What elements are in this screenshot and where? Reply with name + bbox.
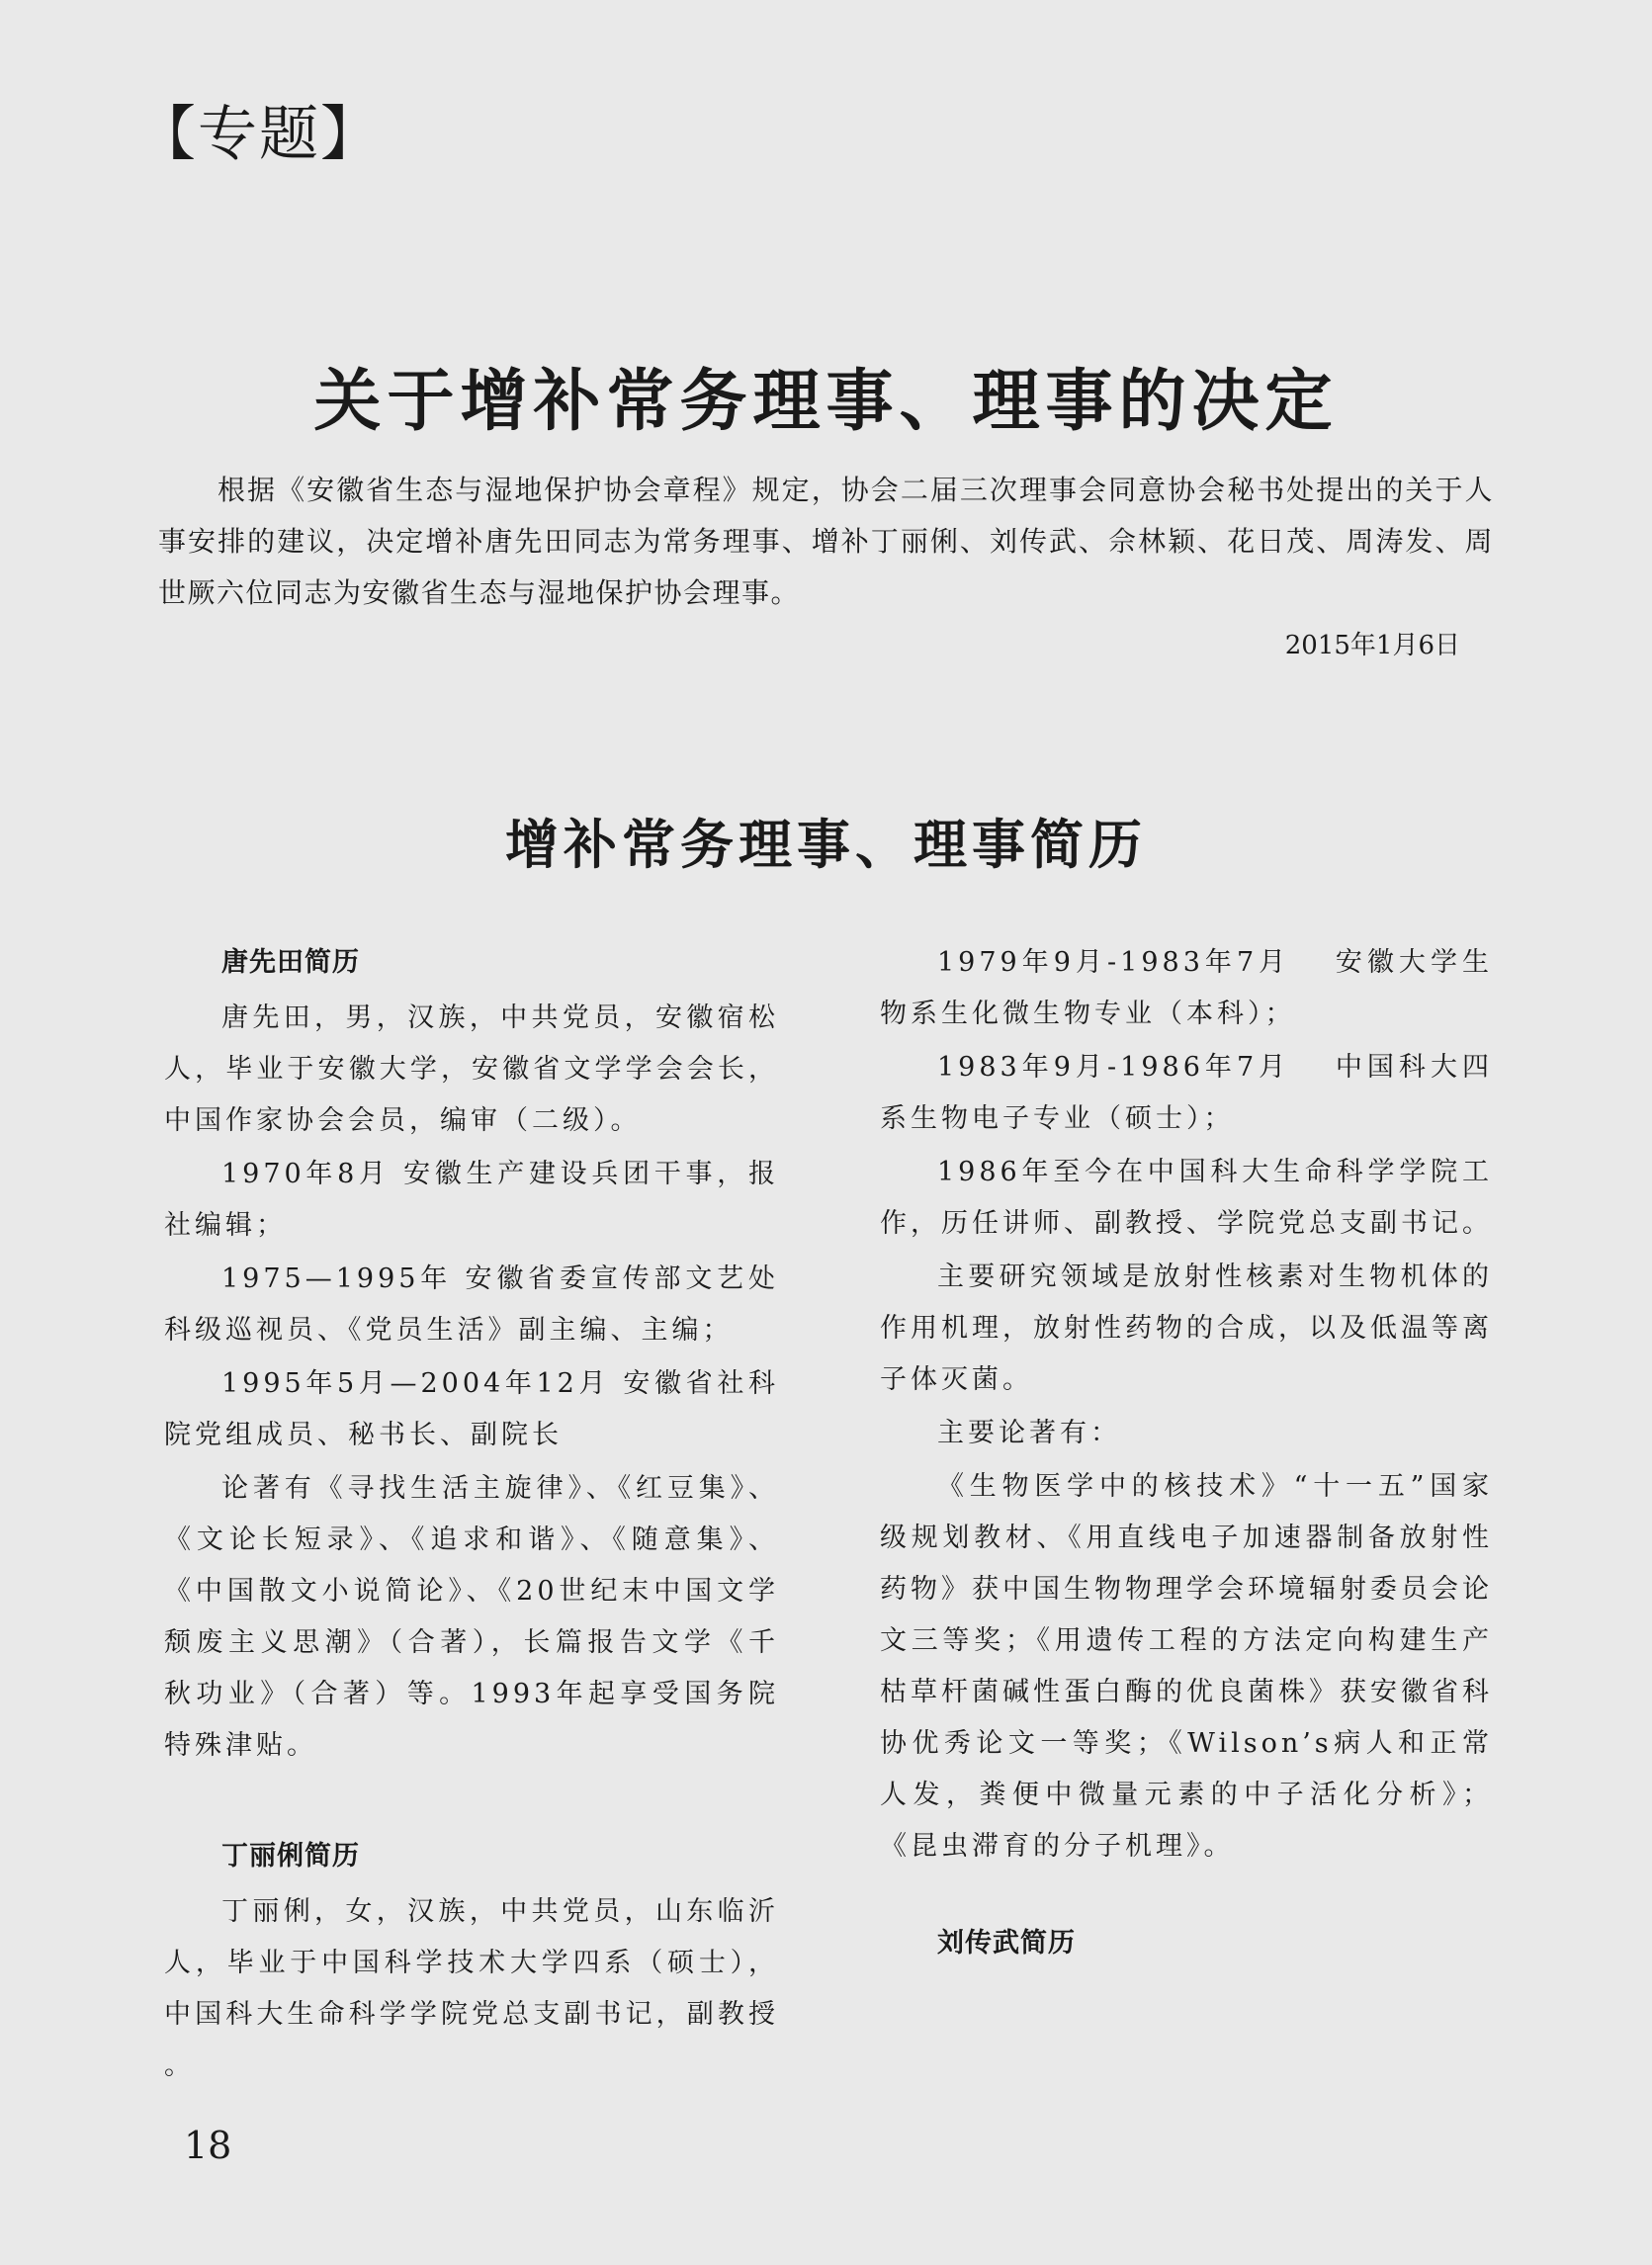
- bio-paragraph: 主要研究领域是放射性核素对生物机体的作用机理，放射性药物的合成，以及低温等离子体灭菌。: [880, 1262, 1493, 1395]
- bio-paragraph: 1979年9月-1983年7月 安徽大学生物系生化微生物专业（本科）；: [880, 947, 1493, 1029]
- left-column: [164, 937, 779, 2094]
- bio-paragraph: 1975—1995年 安徽省委宣传部文艺处科级巡视员、《党员生活》副主编、主编；: [164, 1263, 779, 1346]
- bio-paragraph: 论著有《寻找生活主旋律》、《红豆集》、《文论长短录》、《追求和谐》、《随意集》、《中国散文小说简论》、《20世纪末中国文学颓废主义思潮》（合著），长篇报告文学《千秋功业》（合著）等。1993年起享受国务院特殊津贴。: [164, 1473, 779, 1761]
- right-column: [880, 937, 1493, 1973]
- bio-paragraph: 唐先田，男，汉族，中共党员，安徽宿松人，毕业于安徽大学，安徽省文学学会会长，中国作家协会会员，编审（二级）。: [164, 1002, 779, 1136]
- bios-title: 增补常务理事、理事简历: [505, 814, 1147, 876]
- page-number: 18: [184, 2124, 232, 2167]
- bio-heading-tang: 唐先田简历: [221, 947, 360, 978]
- bio-paragraph: 1986年至今在中国科大生命科学学院工作，历任讲师、副教授、学院党总支副书记。: [880, 1157, 1493, 1239]
- section-tag: 【专题】: [136, 100, 382, 169]
- bio-paragraph: 主要论著有：: [937, 1418, 1121, 1448]
- decision-date: 2015年1月6日: [1284, 631, 1460, 660]
- bio-heading-liu: 刘传武简历: [937, 1928, 1076, 1959]
- bio-paragraph: 丁丽俐，女，汉族，中共党员，山东临沂人，毕业于中国科学技术大学四系（硕士），中国科大生命科学学院党总支副书记，副教授 。: [164, 1896, 779, 2081]
- bio-paragraph: 1983年9月-1986年7月 中国科大四系生物电子专业（硕士）；: [880, 1052, 1493, 1134]
- bio-paragraph: 《生物医学中的核技术》“十一五”国家级规划教材、《用直线电子加速器制备放射性药物》获中国生物物理学会环境辐射委员会论文三等奖；《用遗传工程的方法定向构建生产枯草杆菌碱性蛋白酶的优良菌株》获安徽省科协优秀论文一等奖；《Wilson’s病人和正常人发，粪便中微量元素的中子活化分析》；《昆虫滞育的分子机理》。: [880, 1471, 1493, 1862]
- bio-heading-ding: 丁丽俐简历: [221, 1841, 360, 1872]
- decision-body: 根据《安徽省生态与湿地保护协会章程》规定，协会二届三次理事会同意协会秘书处提出的关于人事安排的建议，决定增补唐先田同志为常务理事、增补丁丽俐、刘传武、佘林颖、花日茂、周涛发、周世厥六位同志为安徽省生态与湿地保护协会理事。: [158, 474, 1494, 609]
- bio-paragraph: 1970年8月 安徽生产建设兵团干事，报社编辑；: [164, 1159, 779, 1241]
- bio-paragraph: 1995年5月—2004年12月 安徽省社科院党组成员、秘书长、副院长: [164, 1368, 779, 1450]
- decision-title: 关于增补常务理事、理事的决定: [313, 363, 1339, 441]
